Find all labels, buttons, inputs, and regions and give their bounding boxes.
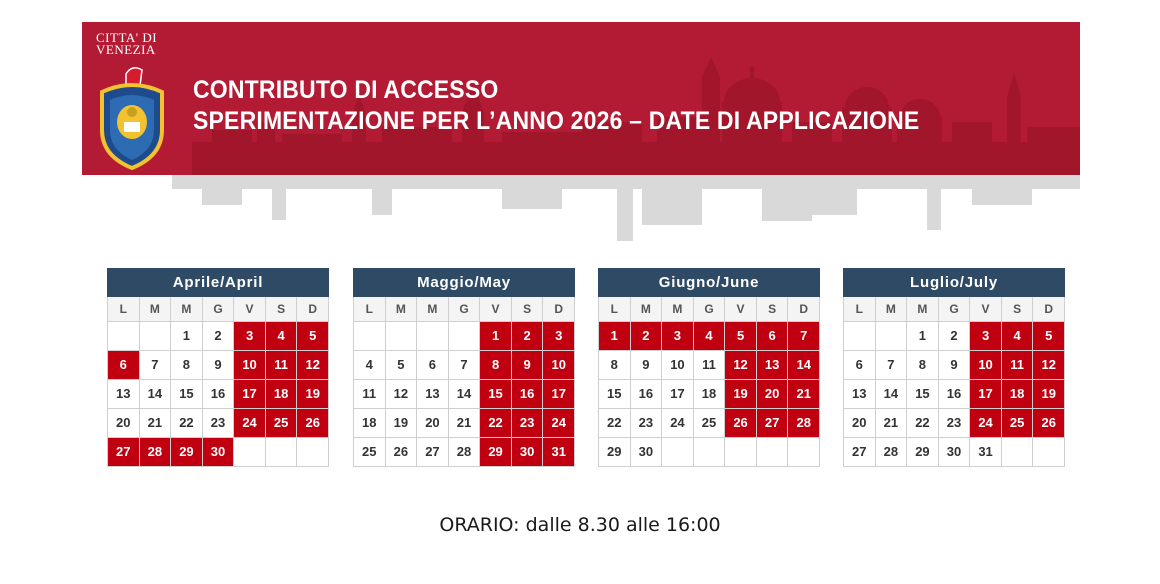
- calendar-day: 2: [203, 322, 235, 351]
- calendar-day: 2: [939, 322, 971, 351]
- calendar-grid: [598, 297, 820, 467]
- weekday-header: L: [354, 297, 386, 322]
- calendar-empty-cell: [417, 322, 449, 351]
- calendar-day: 11: [694, 351, 726, 380]
- calendar-empty-cell: [694, 438, 726, 467]
- calendar-day: 9: [631, 351, 663, 380]
- calendar-day: 14: [140, 380, 172, 409]
- calendar-day: 18: [354, 409, 386, 438]
- calendar-day: 22: [599, 409, 631, 438]
- weekday-header: S: [1002, 297, 1034, 322]
- calendar-day: 9: [203, 351, 235, 380]
- weekday-header: G: [449, 297, 481, 322]
- city-logo-text: [96, 32, 157, 56]
- calendar-day-applicable: 19: [725, 380, 757, 409]
- calendar-day: 25: [694, 409, 726, 438]
- calendar-day-applicable: 26: [1033, 409, 1065, 438]
- calendar-day-applicable: 16: [512, 380, 544, 409]
- weekday-header: M: [386, 297, 418, 322]
- calendar-day-applicable: 26: [725, 409, 757, 438]
- calendar-empty-cell: [788, 438, 820, 467]
- calendar-day: 10: [662, 351, 694, 380]
- calendar-empty-cell: [844, 322, 876, 351]
- calendar-day: 15: [171, 380, 203, 409]
- calendar-day: 29: [599, 438, 631, 467]
- weekday-header: V: [234, 297, 266, 322]
- month-header: Luglio/July: [843, 268, 1065, 297]
- page-title-line-1: CONTRIBUTO DI ACCESSO: [193, 76, 499, 104]
- month-calendar-june: [598, 268, 820, 467]
- calendar-empty-cell: [1002, 438, 1034, 467]
- calendar-day-applicable: 18: [266, 380, 298, 409]
- calendar-empty-cell: [662, 438, 694, 467]
- calendar-day: 6: [417, 351, 449, 380]
- calendar-day-applicable: 6: [757, 322, 789, 351]
- calendar-day-applicable: 5: [297, 322, 329, 351]
- calendar-day: 20: [108, 409, 140, 438]
- weekday-header: L: [844, 297, 876, 322]
- calendar-day: 14: [449, 380, 481, 409]
- calendar-day: 22: [907, 409, 939, 438]
- calendar-empty-cell: [1033, 438, 1065, 467]
- calendar-day: 26: [386, 438, 418, 467]
- calendar-day-applicable: 30: [203, 438, 235, 467]
- calendar-day-applicable: 3: [662, 322, 694, 351]
- weekday-header: M: [171, 297, 203, 322]
- calendar-day: 15: [907, 380, 939, 409]
- calendar-day: 31: [970, 438, 1002, 467]
- calendar-day-applicable: 19: [297, 380, 329, 409]
- calendar-day-applicable: 26: [297, 409, 329, 438]
- calendar-day: 5: [386, 351, 418, 380]
- calendar-day: 17: [662, 380, 694, 409]
- calendar-day-applicable: 31: [543, 438, 575, 467]
- calendar-day-applicable: 23: [512, 409, 544, 438]
- calendar-day: 24: [662, 409, 694, 438]
- month-calendar-april: [107, 268, 329, 467]
- calendar-day-applicable: 3: [234, 322, 266, 351]
- calendar-empty-cell: [108, 322, 140, 351]
- weekday-header: M: [631, 297, 663, 322]
- calendar-grid: [107, 297, 329, 467]
- month-header: Aprile/April: [107, 268, 329, 297]
- calendar-day-applicable: 13: [757, 351, 789, 380]
- opening-hours-text: ORARIO: dalle 8.30 alle 16:00: [439, 514, 721, 536]
- weekday-header: G: [939, 297, 971, 322]
- calendar-day: 19: [386, 409, 418, 438]
- calendar-day-applicable: 4: [1002, 322, 1034, 351]
- calendar-day: 30: [939, 438, 971, 467]
- calendar-day-applicable: 5: [1033, 322, 1065, 351]
- calendar-day-applicable: 3: [543, 322, 575, 351]
- skyline-reflection-graphic: [172, 175, 1080, 245]
- weekday-header: S: [512, 297, 544, 322]
- calendar-day-applicable: 10: [543, 351, 575, 380]
- month-header: Maggio/May: [353, 268, 575, 297]
- weekday-header: L: [599, 297, 631, 322]
- calendar-day-applicable: 27: [757, 409, 789, 438]
- calendar-day: 8: [907, 351, 939, 380]
- calendar-day: 1: [171, 322, 203, 351]
- calendar-empty-cell: [876, 322, 908, 351]
- calendar-day-applicable: 7: [788, 322, 820, 351]
- calendar-grid: [843, 297, 1065, 467]
- calendar-day-applicable: 8: [480, 351, 512, 380]
- calendar-day-applicable: 12: [297, 351, 329, 380]
- calendar-day-applicable: 12: [725, 351, 757, 380]
- calendar-day-applicable: 1: [480, 322, 512, 351]
- calendar-day-applicable: 27: [108, 438, 140, 467]
- calendar-day: 22: [171, 409, 203, 438]
- calendar-day: 13: [844, 380, 876, 409]
- calendar-day: 20: [844, 409, 876, 438]
- calendar-day: 23: [631, 409, 663, 438]
- weekday-header: D: [543, 297, 575, 322]
- calendar-day: 7: [876, 351, 908, 380]
- calendar-day-applicable: 1: [599, 322, 631, 351]
- calendar-day-applicable: 28: [788, 409, 820, 438]
- calendar-day: 16: [631, 380, 663, 409]
- weekday-header: M: [140, 297, 172, 322]
- calendar-day: 30: [631, 438, 663, 467]
- calendar-day-applicable: 17: [234, 380, 266, 409]
- weekday-header: G: [203, 297, 235, 322]
- calendar-day: 1: [907, 322, 939, 351]
- weekday-header: V: [480, 297, 512, 322]
- calendar-day-applicable: 24: [970, 409, 1002, 438]
- calendar-day-applicable: 9: [512, 351, 544, 380]
- calendar-day-applicable: 6: [108, 351, 140, 380]
- calendar-empty-cell: [725, 438, 757, 467]
- calendar-day-applicable: 24: [543, 409, 575, 438]
- calendar-day-applicable: 14: [788, 351, 820, 380]
- calendar-day-applicable: 29: [171, 438, 203, 467]
- calendar-day-applicable: 21: [788, 380, 820, 409]
- weekday-header: D: [1033, 297, 1065, 322]
- calendar-day-applicable: 20: [757, 380, 789, 409]
- calendar-day: 28: [449, 438, 481, 467]
- calendar-day: 7: [449, 351, 481, 380]
- calendar-day-applicable: 17: [543, 380, 575, 409]
- venezia-crest-icon: [96, 60, 168, 170]
- weekday-header: M: [417, 297, 449, 322]
- weekday-header: S: [757, 297, 789, 322]
- calendar-day: 13: [108, 380, 140, 409]
- weekday-header: M: [907, 297, 939, 322]
- calendar-day-applicable: 10: [970, 351, 1002, 380]
- calendar-day-applicable: 11: [266, 351, 298, 380]
- month-calendar-may: [353, 268, 575, 467]
- weekday-header: S: [266, 297, 298, 322]
- calendar-empty-cell: [757, 438, 789, 467]
- header-banner: [82, 22, 1080, 175]
- calendar-empty-cell: [297, 438, 329, 467]
- calendar-day: 21: [449, 409, 481, 438]
- calendar-day-applicable: 25: [266, 409, 298, 438]
- calendar-day-applicable: 3: [970, 322, 1002, 351]
- calendar-day: 20: [417, 409, 449, 438]
- weekday-header: M: [876, 297, 908, 322]
- calendar-grid: [353, 297, 575, 467]
- calendar-empty-cell: [234, 438, 266, 467]
- calendar-day-applicable: 24: [234, 409, 266, 438]
- calendar-day-applicable: 11: [1002, 351, 1034, 380]
- calendar-day: 16: [203, 380, 235, 409]
- calendar-day-applicable: 17: [970, 380, 1002, 409]
- calendar-empty-cell: [140, 322, 172, 351]
- calendar-day: 28: [876, 438, 908, 467]
- calendar-day-applicable: 28: [140, 438, 172, 467]
- calendar-day: 21: [876, 409, 908, 438]
- calendar-day: 7: [140, 351, 172, 380]
- calendar-day-applicable: 10: [234, 351, 266, 380]
- month-calendar-july: [843, 268, 1065, 467]
- page-title-line-2: SPERIMENTAZIONE PER L’ANNO 2026 – DATE DI APPLICAZIONE: [193, 107, 920, 135]
- calendar-day-applicable: 15: [480, 380, 512, 409]
- calendar-day: 12: [386, 380, 418, 409]
- calendar-day-applicable: 18: [1002, 380, 1034, 409]
- calendar-empty-cell: [386, 322, 418, 351]
- calendar-day: 23: [203, 409, 235, 438]
- calendar-day-applicable: 25: [1002, 409, 1034, 438]
- calendar-day: 18: [694, 380, 726, 409]
- calendar-day-applicable: 30: [512, 438, 544, 467]
- calendar-day: 29: [907, 438, 939, 467]
- calendar-day-applicable: 2: [631, 322, 663, 351]
- calendar-day: 15: [599, 380, 631, 409]
- calendar-day: 8: [599, 351, 631, 380]
- calendar-day: 25: [354, 438, 386, 467]
- calendar-day: 8: [171, 351, 203, 380]
- weekday-header: V: [970, 297, 1002, 322]
- calendar-day-applicable: 2: [512, 322, 544, 351]
- calendar-day: 6: [844, 351, 876, 380]
- calendar-day-applicable: 19: [1033, 380, 1065, 409]
- calendar-day-applicable: 12: [1033, 351, 1065, 380]
- calendar-empty-cell: [449, 322, 481, 351]
- calendar-day-applicable: 5: [725, 322, 757, 351]
- calendar-day-applicable: 29: [480, 438, 512, 467]
- weekday-header: M: [662, 297, 694, 322]
- calendar-empty-cell: [354, 322, 386, 351]
- calendar-day: 23: [939, 409, 971, 438]
- weekday-header: V: [725, 297, 757, 322]
- calendar-day: 27: [417, 438, 449, 467]
- logo-line-2: VENEZIA: [96, 42, 156, 57]
- calendar-day: 16: [939, 380, 971, 409]
- calendar-day-applicable: 22: [480, 409, 512, 438]
- weekday-header: L: [108, 297, 140, 322]
- calendar-day: 14: [876, 380, 908, 409]
- weekday-header: D: [788, 297, 820, 322]
- calendar-day-applicable: 4: [266, 322, 298, 351]
- calendar-day: 27: [844, 438, 876, 467]
- logo-line-1: CITTA' DI: [96, 30, 158, 45]
- calendar-day: 11: [354, 380, 386, 409]
- month-header: Giugno/June: [598, 268, 820, 297]
- calendar-day-applicable: 4: [694, 322, 726, 351]
- calendar-day: 9: [939, 351, 971, 380]
- calendar-day: 13: [417, 380, 449, 409]
- calendar-day: 4: [354, 351, 386, 380]
- weekday-header: D: [297, 297, 329, 322]
- calendar-day: 21: [140, 409, 172, 438]
- calendar-empty-cell: [266, 438, 298, 467]
- weekday-header: G: [694, 297, 726, 322]
